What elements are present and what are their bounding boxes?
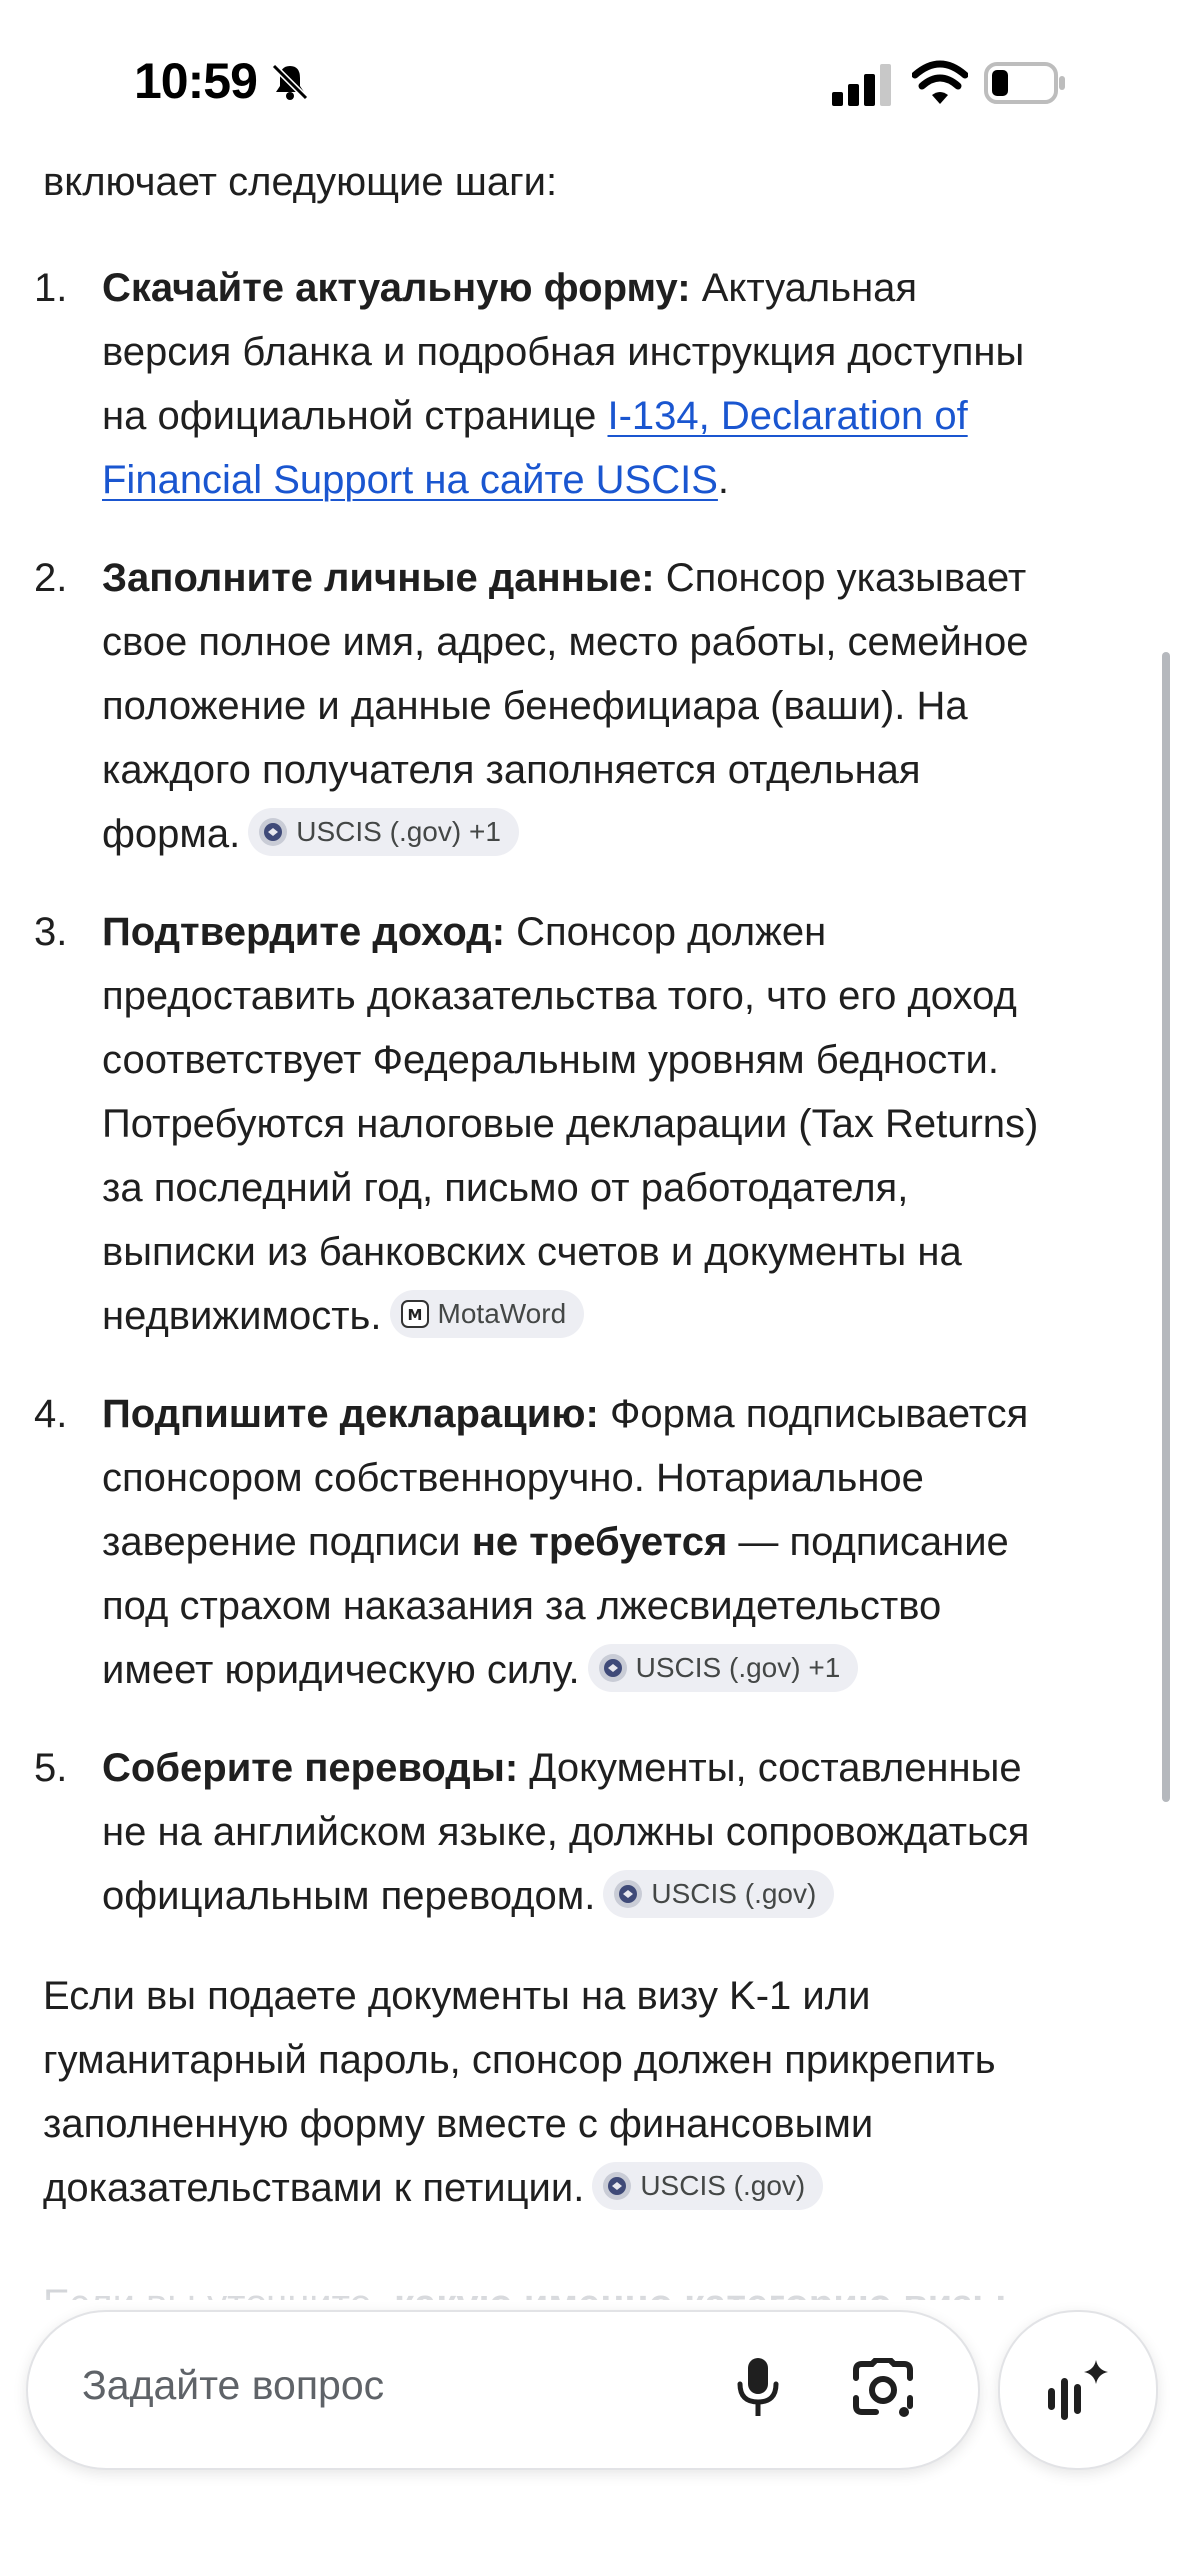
source-chip[interactable] [592,2162,823,2210]
source-chip-label: USCIS (.gov) +1 [635,1652,841,1684]
motaword-icon [400,1299,430,1329]
svg-text:M: M [407,1306,422,1325]
step-number: 5. [34,1746,68,1790]
step-emphasis: не требуется [471,1520,728,1564]
uscis-seal-icon [613,1879,643,1909]
status-bar [0,0,1178,160]
question-input-placeholder: Задайте вопрос [82,2362,385,2408]
step-text: имеет юридическую силу. [102,1648,580,1692]
step-text: Актуальная [690,266,918,310]
step-text: — подписание [727,1520,1009,1564]
step-text: соответствует Федеральным уровням бедности. [102,1038,999,1082]
battery-icon [984,62,1066,104]
step-text: не на английском языке, должны сопровождаться [102,1810,1030,1854]
step-text: форма. [102,812,241,856]
step-text: свое полное имя, адрес, место работы, семейное [102,620,1029,664]
wifi-icon [912,60,968,106]
uscis-i134-link-continued[interactable]: Financial Support на сайте USCIS [102,458,718,502]
step-text: Форма подписывается [598,1392,1029,1436]
step-text: на официальной странице [102,394,608,438]
step-heading: Подпишите декларацию: [102,1392,599,1436]
step-text: Документы, составленные [518,1746,1022,1790]
step-heading: Заполните личные данные: [102,556,655,600]
intro-text: включает следующие шаги: [43,160,558,204]
source-chip-label: MotaWord [437,1298,567,1330]
ai-mode-button[interactable] [998,2310,1158,2470]
paragraph-text: гуманитарный пароль, спонсор должен прикрепить [43,2038,996,2082]
paragraph-text: заполненную форму вместе с финансовыми [43,2102,874,2146]
bottom-input-area [0,2300,1178,2560]
source-chip[interactable] [588,1644,859,1692]
source-chip-label: USCIS (.gov) [640,2170,806,2202]
step-number: 3. [34,910,68,954]
paragraph-text: Если вы подаете документы на визу K-1 или [43,1974,871,2018]
step-text: за последний год, письмо от работодателя, [102,1166,909,1210]
question-input[interactable] [26,2310,980,2470]
scrollbar[interactable] [1162,652,1170,1802]
step-text: Потребуются налоговые декларации (Tax Returns) [102,1102,1039,1146]
uscis-seal-icon [258,817,288,847]
step-text: . [717,458,730,502]
clock: 10:59 [134,53,257,109]
microphone-icon[interactable] [734,2356,782,2420]
step-text: версия бланка и подробная инструкция доступны [102,330,1025,374]
source-chip[interactable] [248,808,519,856]
source-chip-label: USCIS (.gov) +1 [296,816,501,848]
step-number: 1. [34,266,68,310]
step-text: выписки из банковских счетов и документы на [102,1230,962,1274]
bell-off-icon [270,62,310,102]
step-heading: Скачайте актуальную форму: [102,266,691,310]
uscis-i134-link[interactable]: I-134, Declaration of [607,394,968,438]
source-chip[interactable] [390,1290,585,1338]
step-text: недвижимость. [102,1294,382,1338]
closing-paragraph [43,1964,996,2220]
ai-mode-sparkle-icon [1044,2358,1114,2424]
cellular-signal-icon [832,64,894,106]
step-text: Спонсор указывает [654,556,1027,600]
step-text: под страхом наказания за лжесвидетельство [102,1584,942,1628]
step-text: спонсором собственноручно. Нотариальное [102,1456,924,1500]
step-number: 2. [34,556,68,600]
uscis-seal-icon [598,1653,628,1683]
paragraph-text: доказательствами к петиции. [43,2166,585,2210]
step-text: официальным переводом. [102,1874,596,1918]
step-text: положение и данные бенефициара (ваши). На [102,684,968,728]
step-heading: Соберите переводы: [102,1746,519,1790]
google-lens-icon[interactable] [850,2358,916,2420]
step-number: 4. [34,1392,68,1436]
step-text: предоставить доказательства того, что его доход [102,974,1017,1018]
uscis-seal-icon [602,2171,632,2201]
source-chip[interactable] [603,1870,834,1918]
step-text: заверение подписи [102,1520,472,1564]
source-chip-label: USCIS (.gov) [651,1878,817,1910]
step-heading: Подтвердите доход: [102,910,506,954]
step-text: Спонсор должен [505,910,827,954]
step-text: каждого получателя заполняется отдельная [102,748,921,792]
